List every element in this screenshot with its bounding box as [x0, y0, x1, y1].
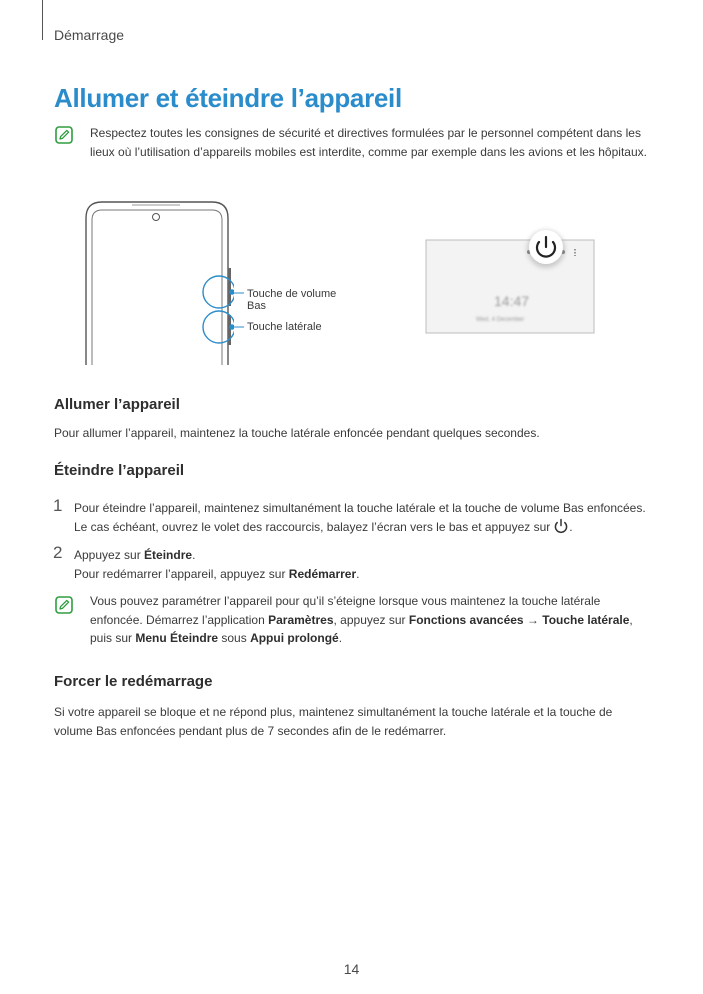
intro-note: Respectez toutes les consignes de sécurité et directives formulées par le personnel compétent dans les lieux où l’utilisation d’appareils mobiles est interdite, comme par exemple dans les avions et les hôpitaux. — [90, 126, 647, 159]
phone-illustration — [84, 200, 234, 365]
lock-screen-illustration — [424, 224, 596, 336]
heading-power-on: Allumer l’appareil — [54, 396, 180, 413]
lock-time: 14:47 — [494, 293, 530, 309]
step-2-text: Appuyez sur Éteindre. Pour redémarrer l’appareil, appuyez sur Redémarrer. — [74, 548, 360, 581]
side-key-note: Vous pouvez paramétrer l’appareil pour qu’il s’éteigne lorsque vous maintenez la touche latérale enfoncée. Démarrez l’application Paramètres, appuyez sur Fonctions avancées → Touche latérale, puis sur Menu Éteindre sous Appui prolongé. — [90, 594, 633, 645]
force-restart-text: Si votre appareil se bloque et ne répond plus, maintenez simultanément la touche latérale et la touche de volume Bas enfoncées pendant plus de 7 secondes afin de le redémarrer. — [54, 705, 613, 738]
power-on-text: Pour allumer l’appareil, maintenez la touche latérale enfoncée pendant quelques secondes. — [54, 426, 540, 440]
running-header: Démarrage — [54, 27, 125, 43]
note-pencil-icon — [55, 126, 73, 144]
callout-side-key: Touche latérale — [247, 321, 322, 333]
power-icon — [553, 518, 569, 534]
heading-power-off: Éteindre l’appareil — [54, 462, 185, 479]
callout-volume-down: Touche de volume Bas — [247, 288, 337, 312]
callout-leaders — [232, 290, 246, 330]
page-title: Allumer et éteindre l’appareil — [54, 83, 402, 113]
heading-force-restart: Forcer le redémarrage — [54, 673, 213, 690]
step-number: 2 — [53, 543, 63, 562]
note-pencil-icon — [55, 596, 73, 614]
step-1-text: Pour éteindre l’appareil, maintenez simultanément la touche latérale et la touche de volume Bas enfoncées. Le cas échéant, ouvrez le volet des raccourcis, balayez l’écran vers le bas et appuyez sur . — [74, 501, 646, 534]
page-number: 14 — [343, 961, 360, 977]
margin-rule — [42, 0, 43, 40]
lock-date: Wed, 4 December — [476, 317, 525, 323]
step-number: 1 — [53, 496, 63, 515]
